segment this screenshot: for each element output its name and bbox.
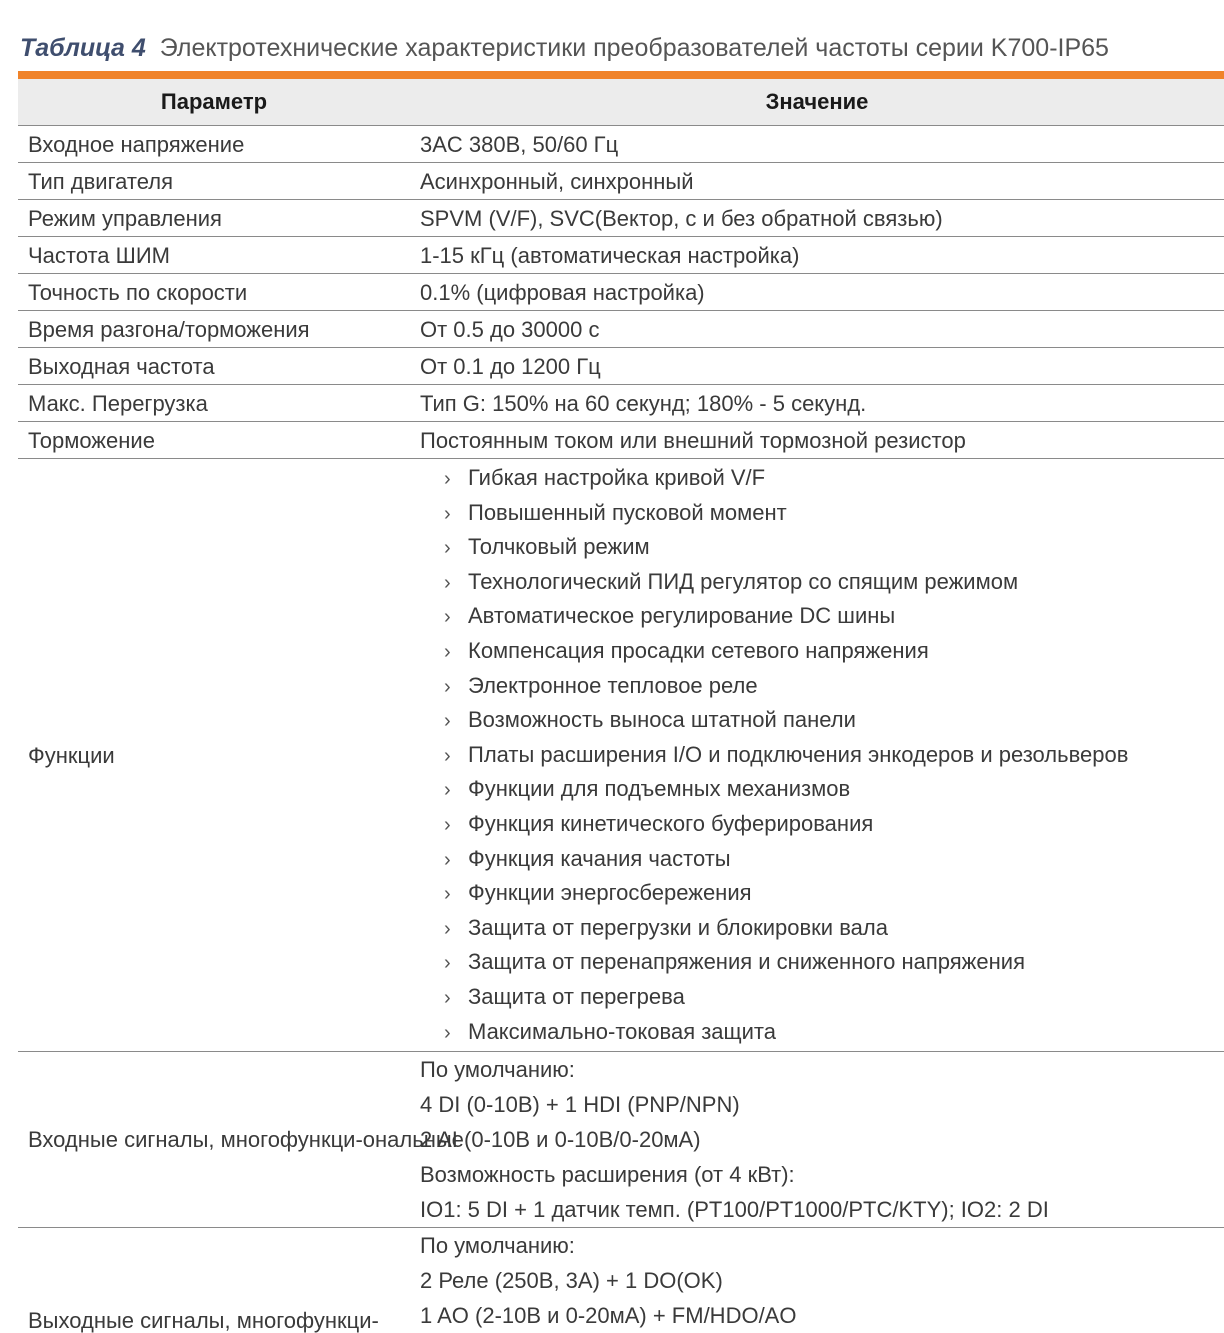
functions-list	[410, 459, 1224, 1052]
table-row	[18, 237, 1224, 274]
param-cell: Входное напряжение	[18, 126, 410, 163]
function-item: › Компенсация просадки сетевого напряжения	[420, 634, 1224, 669]
function-item: › Электронное тепловое реле	[420, 669, 1224, 704]
header-accent-bar	[18, 71, 1224, 79]
value-line: 2 Реле (250В, 3А) + 1 DO(OK)	[420, 1268, 723, 1294]
chevron-right-icon: ›	[444, 1021, 451, 1044]
function-item: › Повышенный пусковой момент	[420, 496, 1224, 531]
function-item: › Защита от перегрева	[420, 980, 1224, 1015]
spec-table	[18, 79, 1224, 1333]
value-cell: 0.1% (цифровая настройка)	[410, 274, 1224, 311]
param-cell-outputs: Выходные сигналы, многофункци-	[28, 1308, 379, 1333]
inputs-row	[18, 1052, 1224, 1228]
function-item: › Гибкая настройка кривой V/F	[420, 461, 1224, 496]
inputs-value	[410, 1052, 1224, 1228]
value-line: По умолчанию:	[420, 1233, 575, 1259]
param-cell: Точность по скорости	[18, 274, 410, 311]
column-header-value: Значение	[410, 79, 1224, 126]
value-line: По умолчанию:	[420, 1057, 575, 1083]
param-cell: Время разгона/торможения	[18, 311, 410, 348]
column-header-param: Параметр	[18, 79, 410, 126]
chevron-right-icon: ›	[444, 640, 451, 663]
function-item: › Толчковый режим	[420, 530, 1224, 565]
functions-row	[18, 459, 1224, 1052]
function-item: › Платы расширения I/O и подключения энкодеров и резольверов	[420, 738, 1224, 773]
param-cell: Макс. Перегрузка	[18, 385, 410, 422]
table-row	[18, 126, 1224, 163]
function-item: › Функция кинетического буферирования	[420, 807, 1224, 842]
value-cell: Тип G: 150% на 60 секунд; 180% - 5 секунд.	[410, 385, 1224, 422]
function-item: › Защита от перегрузки и блокировки вала	[420, 911, 1224, 946]
value-cell: Асинхронный, синхронный	[410, 163, 1224, 200]
chevron-right-icon: ›	[444, 710, 451, 733]
param-cell: Режим управления	[18, 200, 410, 237]
value-cell: 3AC 380В, 50/60 Гц	[410, 126, 1224, 163]
caption-text: Электротехнические характеристики преобразователей частоты серии K700-IP65	[159, 34, 1109, 62]
value-line: 2 AI (0-10В и 0-10В/0-20мА)	[420, 1127, 701, 1153]
table-row	[18, 311, 1224, 348]
chevron-right-icon: ›	[444, 468, 451, 490]
chevron-right-icon: ›	[444, 502, 451, 525]
chevron-right-icon: ›	[444, 883, 451, 906]
table-row	[18, 422, 1224, 459]
caption-label: Таблица 4	[20, 34, 146, 62]
value-line: 4 DI (0-10В) + 1 HDI (PNP/NPN)	[420, 1092, 740, 1118]
function-item: › Технологический ПИД регулятор со спящим режимом	[420, 565, 1224, 600]
value-cell: 1-15 кГц (автоматическая настройка)	[410, 237, 1224, 274]
param-cell-inputs: Входные сигналы, многофункци-ональные	[18, 1052, 410, 1228]
chevron-right-icon: ›	[444, 606, 451, 629]
chevron-right-icon: ›	[444, 813, 451, 836]
value-line: IO1: 5 DI + 1 датчик темп. (PT100/PT1000/PTC/KTY); IO2: 2 DI	[420, 1197, 1049, 1223]
function-item: › Максимально-токовая защита	[420, 1015, 1224, 1050]
outputs-value	[410, 1228, 1224, 1333]
chevron-right-icon: ›	[444, 537, 451, 560]
value-cell: SPVM (V/F), SVC(Вектор, с и без обратной связью)	[410, 200, 1224, 237]
param-cell: Тип двигателя	[18, 163, 410, 200]
function-item: › Защита от перенапряжения и сниженного напряжения	[420, 945, 1224, 980]
value-cell: От 0.1 до 1200 Гц	[410, 348, 1224, 385]
chevron-right-icon: ›	[444, 571, 451, 594]
table-row	[18, 274, 1224, 311]
table-caption	[20, 30, 1220, 66]
table-row	[18, 163, 1224, 200]
function-item: › Функции для подъемных механизмов	[420, 772, 1224, 807]
function-item: › Возможность выноса штатной панели	[420, 703, 1224, 738]
function-item: › Функция качания частоты	[420, 842, 1224, 877]
table-header-row	[18, 79, 1224, 126]
outputs-row	[18, 1228, 1224, 1333]
function-item: › Функции энергосбережения	[420, 876, 1224, 911]
table-row	[18, 200, 1224, 237]
table-row	[18, 348, 1224, 385]
chevron-right-icon: ›	[444, 675, 451, 698]
table-row	[18, 385, 1224, 422]
function-item: › Автоматическое регулирование DC шины	[420, 599, 1224, 634]
chevron-right-icon: ›	[444, 986, 451, 1009]
value-cell: От 0.5 до 30000 с	[410, 311, 1224, 348]
chevron-right-icon: ›	[444, 744, 451, 767]
param-cell: Выходная частота	[18, 348, 410, 385]
param-cell-functions: Функции	[18, 459, 410, 1052]
param-cell: Торможение	[18, 422, 410, 459]
value-cell: Постоянным током или внешний тормозной резистор	[410, 422, 1224, 459]
value-line: 1 AO (2-10В и 0-20мА) + FM/HDO/AO	[420, 1303, 797, 1329]
chevron-right-icon: ›	[444, 917, 451, 940]
value-line: Возможность расширения (от 4 кВт):	[420, 1162, 795, 1188]
chevron-right-icon: ›	[444, 952, 451, 975]
chevron-right-icon: ›	[444, 848, 451, 871]
param-cell: Частота ШИМ	[18, 237, 410, 274]
chevron-right-icon: ›	[444, 779, 451, 802]
